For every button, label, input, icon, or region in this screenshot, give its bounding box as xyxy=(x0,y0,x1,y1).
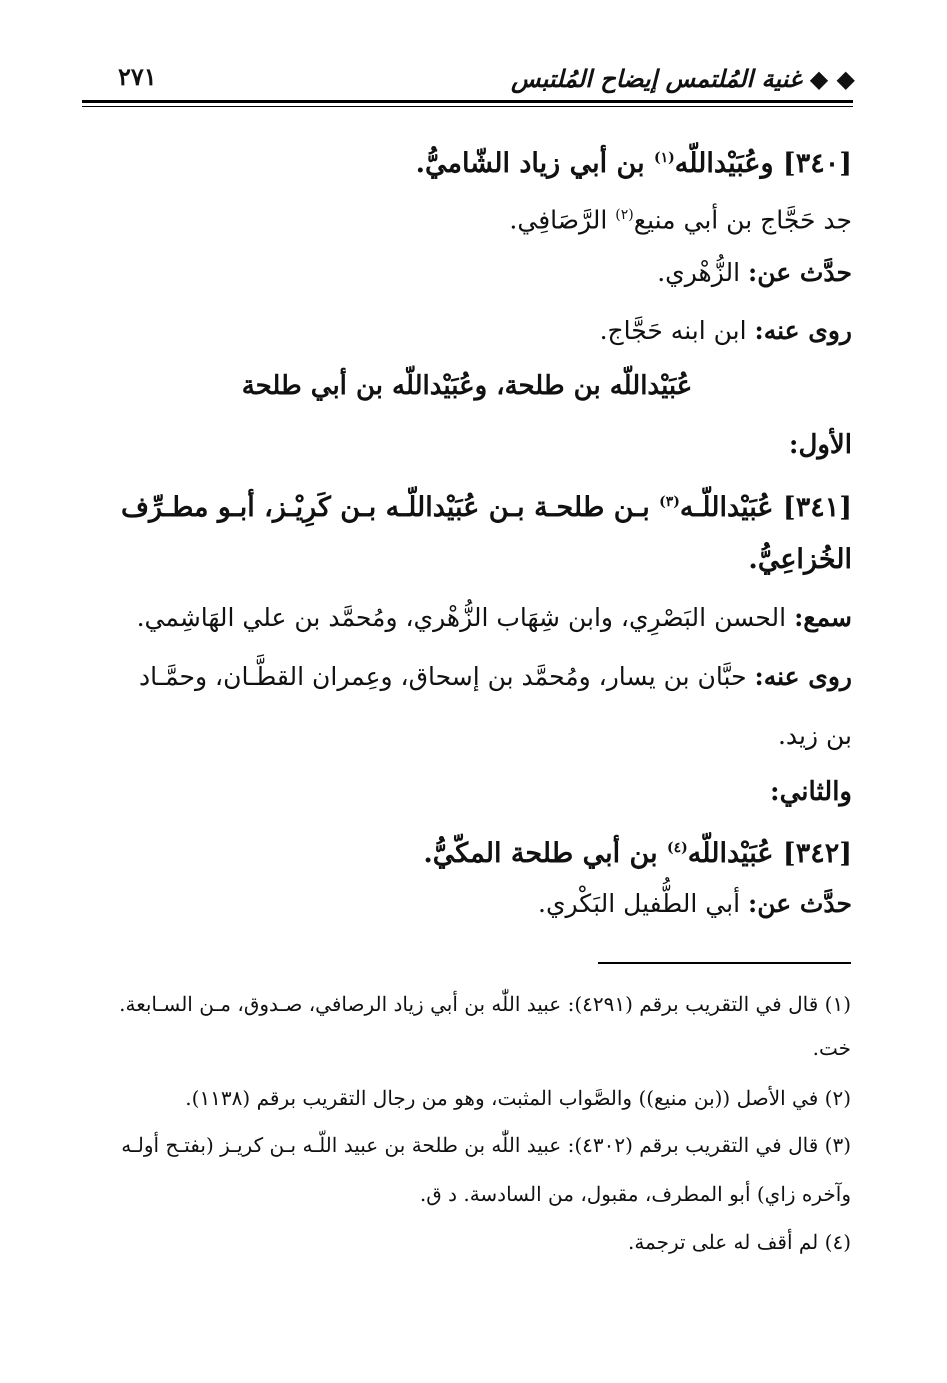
footnote-3-cont: وآخره زاي) أبو المطرف، مقبول، من السادسة. د ق. xyxy=(419,1182,851,1206)
entry-340-heading: [٣٤٠] وعُبَيْداللّه$^{(١)}$ بن أبي زياد الشّاميُّ. xyxy=(415,148,852,179)
running-header-title: ◆ ◆ غنية المُلتمس إيضاح المُلتبس xyxy=(511,64,855,93)
entry-341-heard: سمع: الحسن البَصْرِي، وابن شِهَاب الزُّهْري، ومُحمَّد بن علي الهَاشِمي. xyxy=(136,603,852,632)
narrated-from-label: حدَّث عن: xyxy=(748,889,852,918)
entry-341-heading-cont: الخُزاعِيُّ. xyxy=(748,544,852,575)
footnote-ref-1[interactable]: (١) xyxy=(653,150,675,166)
narrators-label: روى عنه: xyxy=(754,662,852,691)
entry-341-narrators-cont: بن زيد. xyxy=(777,721,852,750)
section-title: عُبَيْداللّه بن طلحة، وعُبَيْداللّه بن أبي طلحة xyxy=(241,371,693,401)
entry-340-description: جد حَجَّاج بن أبي منيع$^{(٢)}$ الرَّصَافِي. xyxy=(509,205,852,235)
entry-340-narrators: روى عنه: ابن ابنه حَجَّاج. xyxy=(599,316,852,345)
first-label: الأول: xyxy=(788,430,852,460)
footnote-ref-2[interactable]: (٢) xyxy=(615,207,634,223)
entry-341-narrators: روى عنه: حبَّان بن يسار، ومُحمَّد بن إسحاق، وعِمران القطَّـان، وحمَّـاد xyxy=(139,662,852,691)
narrated-from-label: حدَّث عن: xyxy=(748,258,852,287)
second-label: والثاني: xyxy=(770,777,852,807)
entry-342-heading: [٣٤٢] عُبَيْداللّه$^{(٤)}$ بن أبي طلحة المكّيُّ. xyxy=(423,838,852,869)
footnote-ref-3[interactable]: (٣) xyxy=(659,494,680,510)
entry-340-narrated-from: حدَّث عن: الزُّهْري. xyxy=(657,258,852,287)
footnote-3: (٣) قال في التقريب برقم (٤٣٠٢): عبيد اللّٰه بن طلحة بن عبيد اللّـه بـن كريـز (بفتـح أولـه xyxy=(121,1133,851,1157)
footnote-separator xyxy=(598,962,851,964)
footnote-1: (١) قال في التقريب برقم (٤٢٩١): عبيد اللّٰه بن أبي زياد الرصافي، صـدوق، مـن السـابعة. xyxy=(119,992,851,1016)
footnote-4: (٤) لم أقف له على ترجمة. xyxy=(627,1230,851,1254)
footnote-ref-4[interactable]: (٤) xyxy=(667,840,688,856)
page-number: ٢٧١ xyxy=(118,62,157,91)
footnote-1-cont: خت. xyxy=(812,1036,851,1060)
entry-341-heading: [٣٤١] عُبَيْداللّـه$^{(٣)}$ بـن طلحـة بـن عُبَيْداللّـه بـن كَرِيْـز، أبـو مطـرِّف xyxy=(121,492,852,523)
footnote-2: (٢) في الأصل ((بن منيع)) والصَّواب المثبت، وهو من رجال التقريب برقم (١١٣٨). xyxy=(185,1086,851,1110)
header-rule-thin xyxy=(82,106,853,107)
entry-342-narrated-from: حدَّث عن: أبي الطُّفيل البَكْري. xyxy=(538,889,852,918)
header-rule-thick xyxy=(82,100,853,103)
heard-label: سمع: xyxy=(794,603,852,632)
narrators-label: روى عنه: xyxy=(754,316,852,345)
